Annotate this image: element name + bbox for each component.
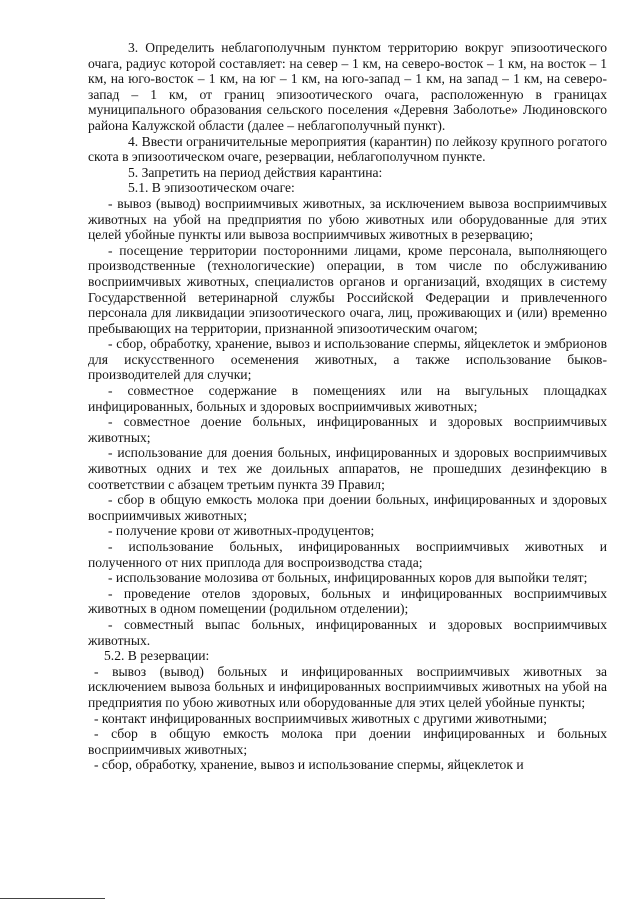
list-item: - совместное содержание в помещениях или на выгульных площадках инфицированных, больных и здоровых восприимчивых животных;	[88, 383, 607, 414]
paragraph-4-quarantine: 4. Ввести ограничительные мероприятия (карантин) по лейкозу крупного рогатого скота в эпизоотическом очаге, резервации, неблагополучном пункте.	[88, 133, 607, 165]
list-item: - вывоз (вывод) восприимчивых животных, за исключением вывоза восприимчивых животных на убой на предприятия по убою животных или оборудованные для этих целей убойные пункты или вывоза восприимчивых животных в резервацию;	[88, 195, 607, 243]
list-item: - использование молозива от больных, инфицированных коров для выпойки телят;	[108, 570, 588, 586]
list-item: - совместное доение больных, инфицированных и здоровых восприимчивых животных;	[88, 414, 607, 445]
list-item: - получение крови от животных-продуцентов;	[108, 523, 375, 539]
list-item: - контакт инфицированных восприимчивых животных с другими животными;	[94, 710, 547, 726]
paragraph-3-epizootic-area: 3. Определить неблагополучным пунктом территорию вокруг эпизоотического очага, радиус которой составляет: на север – 1 км, на северо-восток – 1 км, на восток – 1 км, на юго-восток – 1 км, на юг – 1 км, на юго-запад – 1 км, на запад – 1 км, на северо-запад – 1 км, от границ эпизоотического очага, расположенную в границах муниципального образования сельского поселения «Деревня Заболотье» Людиновского района Калужской области (далее – неблагополучный пункт).	[88, 40, 607, 133]
list-item: - проведение отелов здоровых, больных и инфицированных восприимчивых животных в одном помещении (родильном отделении);	[88, 585, 607, 617]
document-page	[88, 40, 607, 773]
list-item: - использование для доения больных, инфицированных и здоровых восприимчивых животных одних и тех же доильных аппаратов, не прошедших дезинфекцию в соответствии с абзацем третьим пункта 39 Правил;	[88, 445, 607, 492]
list-item: - совместный выпас больных, инфицированных и здоровых восприимчивых животных.	[88, 616, 607, 648]
footer-rule	[0, 898, 105, 899]
list-item: - использование больных, инфицированных восприимчивых животных и полученного от них приплода для воспроизводства стада;	[88, 539, 607, 570]
list-item: - посещение территории посторонними лицами, кроме персонала, выполняющего производственные (технологические) операции, в том числе по обслуживанию восприимчивых животных, специалистов органов и организаций, входящих в систему Государственной ветеринарной службы Российской Федерации и привлеченного персонала для ликвидации эпизоотического очага, лиц, проживающих и (или) временно пребывающих на территории, признанной эпизоотическим очагом;	[88, 242, 607, 336]
section-5-2-heading: 5.2. В резервации:	[104, 648, 210, 664]
list-item: - вывоз (вывод) больных и инфицированных восприимчивых животных за исключением вывоза больных и инфицированных восприимчивых животных на убой на предприятия по убою животных или оборудованные для этих целей убойные пункты;	[88, 663, 607, 710]
section-5-1-heading: 5.1. В эпизоотическом очаге:	[128, 180, 295, 196]
list-item: - сбор, обработку, хранение, вывоз и использование спермы, яйцеклеток и	[94, 757, 524, 773]
list-item: - сбор в общую емкость молока при доении инфицированных и больных восприимчивых животных;	[88, 726, 607, 757]
list-item: - сбор в общую емкость молока при доении больных, инфицированных и здоровых восприимчивых животных;	[88, 492, 607, 523]
list-item: - сбор, обработку, хранение, вывоз и использование спермы, яйцеклеток и эмбрионов для искусственного осеменения животных, а также использование быков-производителей для случки;	[88, 336, 607, 383]
paragraph-5-prohibitions: 5. Запретить на период действия карантина:	[128, 164, 383, 180]
